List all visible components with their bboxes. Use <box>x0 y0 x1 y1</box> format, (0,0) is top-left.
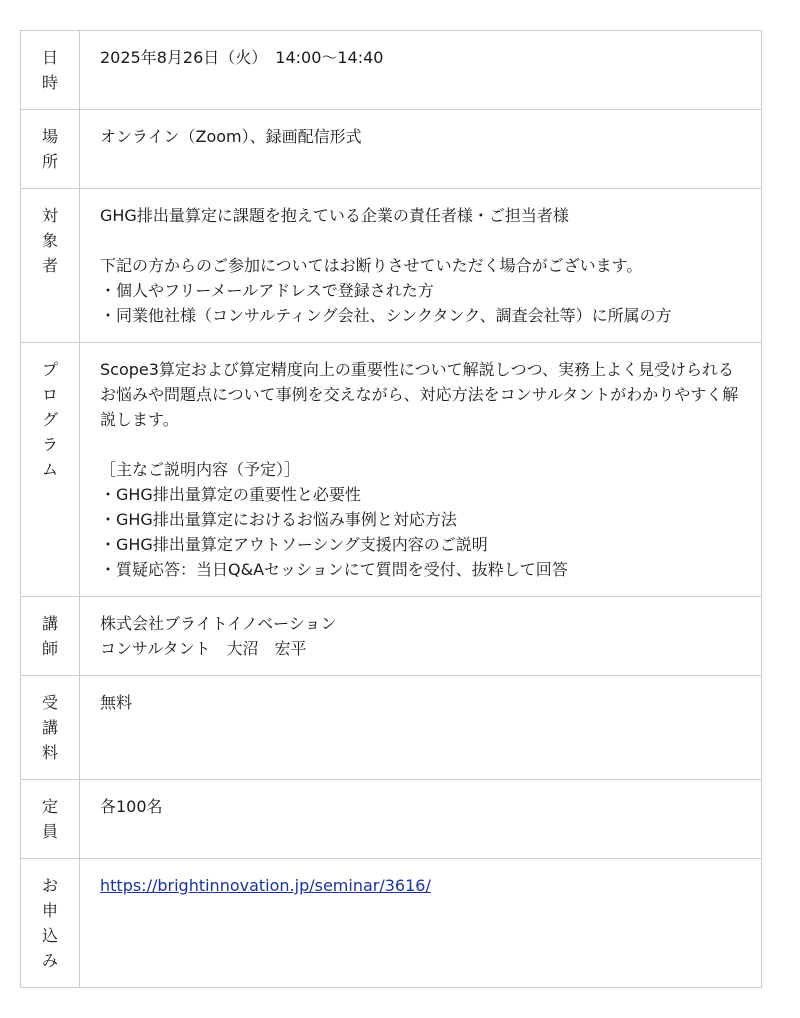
fee-value: 無料 <box>100 693 133 712</box>
row-value-cell <box>80 859 761 987</box>
agenda-item: ・GHG排出量算定におけるお悩み事例と対応方法 <box>100 510 457 529</box>
row-label-cell <box>21 780 80 858</box>
row-label-cell <box>21 597 80 675</box>
program-label: プログラム <box>42 360 59 479</box>
capacity-value: 各100名 <box>100 797 163 816</box>
row-label-cell <box>21 31 80 109</box>
venue-value: オンライン（Zoom）、録画配信形式 <box>100 127 362 146</box>
exclusion-item: ・個人やフリーメールアドレスで登録された方 <box>100 281 434 300</box>
row-label-cell <box>21 189 80 342</box>
row-venue <box>21 110 761 189</box>
agenda-heading: ［主なご説明内容（予定）］ <box>100 460 301 479</box>
capacity-label: 定員 <box>42 797 59 841</box>
agenda-item: ・質疑応答：当日Q&Aセッションにて質問を受付、抜粋して回答 <box>100 560 568 579</box>
application-label: お申込み <box>42 876 59 970</box>
row-capacity <box>21 780 761 859</box>
seminar-info-table <box>20 30 762 988</box>
row-label-cell <box>21 859 80 987</box>
application-link[interactable]: https://brightinnovation.jp/seminar/3616/ <box>100 876 431 895</box>
row-label-cell <box>21 110 80 188</box>
instructor-label: 講師 <box>42 614 59 658</box>
venue-label: 場所 <box>42 127 59 171</box>
fee-label: 受講料 <box>42 693 59 762</box>
row-label-cell <box>21 676 80 779</box>
audience-target: GHG排出量算定に課題を抱えている企業の責任者様・ご担当者様 <box>100 206 569 225</box>
row-audience <box>21 189 761 343</box>
row-value-cell <box>80 189 761 342</box>
row-program <box>21 343 761 597</box>
date-time-label: 日時 <box>42 48 59 92</box>
row-value-cell <box>80 597 761 675</box>
row-value-cell <box>80 343 761 596</box>
row-value-cell <box>80 31 761 109</box>
program-description-line: 説します。 <box>100 410 179 429</box>
agenda-item: ・GHG排出量算定アウトソーシング支援内容のご説明 <box>100 535 488 554</box>
instructor-name: コンサルタント 大沼 宏平 <box>100 639 307 658</box>
exclusion-note: 下記の方からのご参加についてはお断りさせていただく場合がございます。 <box>100 256 643 275</box>
row-application <box>21 859 761 987</box>
audience-label: 対象者 <box>42 206 59 275</box>
row-instructor <box>21 597 761 676</box>
program-description-line: お悩みや問題点について事例を交えながら、対応方法をコンサルタントがわかりやすく解 <box>100 385 739 404</box>
row-label-cell <box>21 343 80 596</box>
row-value-cell <box>80 780 761 858</box>
agenda-item: ・GHG排出量算定の重要性と必要性 <box>100 485 361 504</box>
program-description-line: Scope3算定および算定精度向上の重要性について解説しつつ、実務上よく見受けられる <box>100 360 734 379</box>
row-date-time <box>21 31 761 110</box>
row-fee <box>21 676 761 780</box>
exclusion-item: ・同業他社様（コンサルティング会社、シンクタンク、調査会社等）に所属の方 <box>100 306 672 325</box>
row-value-cell <box>80 110 761 188</box>
row-value-cell <box>80 676 761 779</box>
date-time-value: 2025年8月26日（火） 14:00～14:40 <box>100 48 384 67</box>
instructor-company: 株式会社ブライトイノベーション <box>100 614 337 633</box>
